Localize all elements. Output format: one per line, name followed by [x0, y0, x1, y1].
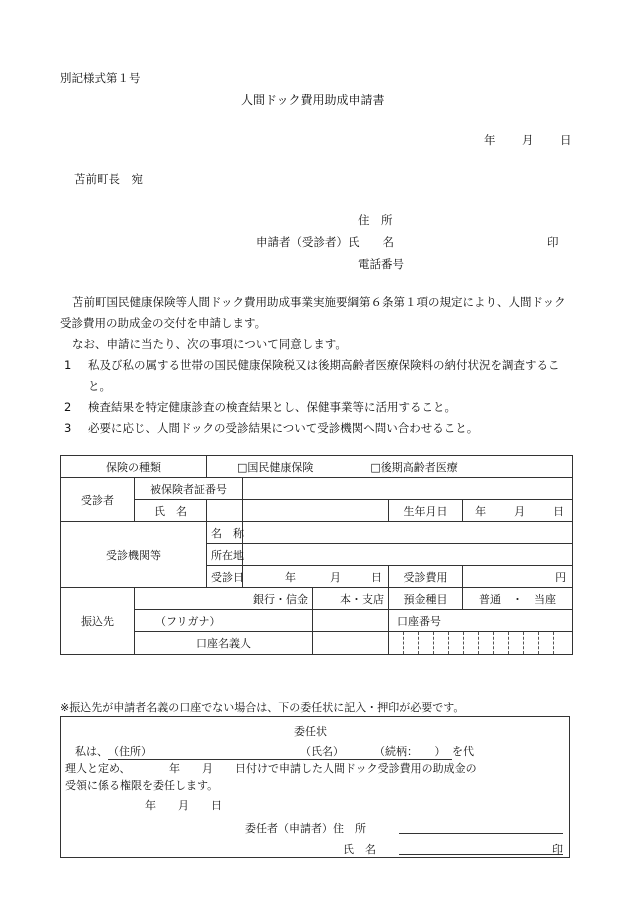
proxy-note: ※振込先が申請者名義の口座でない場合は、下の委任状に記入・押印が必要です。: [60, 701, 465, 714]
consent-item-num: 1: [64, 358, 72, 372]
delegator-address-field[interactable]: [399, 820, 563, 834]
consent-item-1: [60, 355, 575, 397]
exam-fee-field[interactable]: 円: [463, 566, 573, 588]
body-paragraph-2: なお、申請に当たり、次の事項について同意します。: [72, 337, 347, 351]
exam-date-field[interactable]: 年 月 日: [243, 566, 389, 588]
addressee: 苫前町長 宛: [74, 172, 143, 186]
page-title: 人間ドック費用助成申請書: [241, 93, 385, 107]
bank-name-field[interactable]: 銀行・信金: [135, 588, 313, 610]
insured-number-field[interactable]: [243, 478, 573, 500]
date-month: 月: [522, 133, 534, 147]
proxy-line-2: 理人と定め、 年 月 日付けで申請した人間ドック受診費用の助成金の: [65, 762, 477, 775]
account-type-label: 預金種目: [389, 588, 463, 610]
delegator-address-label: 委任者（申請者）住 所: [245, 822, 366, 835]
proxy-line-1: 私は、（住所） （氏名） （続柄： ） を代: [75, 745, 474, 758]
applicant-address-label: 住 所: [358, 213, 393, 227]
proxy-address-field[interactable]: （住所）: [108, 743, 240, 760]
institution-name-field[interactable]: [243, 522, 573, 544]
table-row: [61, 588, 573, 610]
birthdate-field[interactable]: 年 月 日: [463, 500, 573, 522]
proxy-line-3: 受領に係る権限を委任します。: [65, 779, 219, 792]
application-table: [60, 455, 573, 655]
account-holder-label: 口座名義人: [135, 632, 313, 655]
transfer-label: 振込先: [61, 588, 135, 655]
proxy-date: 年 月 日: [145, 799, 222, 812]
insured-number-label: 被保険者証番号: [135, 478, 243, 500]
birthdate-label: 生年月日: [389, 500, 463, 522]
account-number-label: 口座番号: [389, 610, 573, 632]
consent-item-3: [60, 418, 575, 439]
delegator-name-label: 氏 名: [343, 843, 376, 856]
insurance-checkbox-national[interactable]: □国民健康保険: [237, 460, 314, 474]
branch-field[interactable]: 本・支店: [313, 588, 389, 610]
consent-item-num: 2: [64, 400, 72, 414]
body-paragraph-1: 苫前町国民健康保険等人間ドック費用助成事業実施要綱第６条第１項の規定により、人間ドック受診費用の助成金の交付を申請します。: [60, 295, 566, 330]
insurance-options: [207, 456, 573, 478]
exam-date-label: 受診日: [207, 566, 243, 588]
date-day: 日: [560, 133, 572, 147]
applicant-name-label: 申請者（受診者）氏 名: [256, 235, 394, 249]
proxy-name-field[interactable]: （氏名）: [240, 743, 370, 760]
proxy-relation-field[interactable]: （続柄： ）: [370, 743, 452, 760]
applicant-phone-label: 電話番号: [358, 257, 404, 271]
furigana-field[interactable]: [313, 610, 389, 632]
institution-address-field[interactable]: [243, 544, 573, 566]
institution-name-label: 名 称: [207, 522, 243, 544]
form-number: 別記様式第１号: [60, 71, 141, 85]
examinee-name-field[interactable]: [243, 500, 389, 522]
insurance-type-label: 保険の種類: [61, 456, 207, 478]
account-number-boxes[interactable]: [389, 632, 573, 655]
consent-item-text: 私及び私の属する世帯の国民健康保険税又は後期高齢者医療保険料の納付状況を調査すること。: [88, 358, 560, 393]
consent-item-text: 検査結果を特定健康診査の検査結果とし、保健事業等に活用すること。: [88, 400, 456, 414]
institution-address-label: 所在地: [207, 544, 243, 566]
proxy-title: 委任状: [294, 725, 327, 738]
proxy-form: [60, 716, 570, 858]
examinee-label: 受診者: [61, 478, 135, 522]
date-year: 年: [484, 133, 496, 147]
table-row: [61, 500, 573, 522]
examinee-name-field-a[interactable]: [207, 500, 243, 522]
table-row: [61, 632, 573, 655]
delegator-seal: 印: [552, 843, 563, 856]
examinee-name-label: 氏 名: [135, 500, 207, 522]
applicant-seal: 印: [547, 235, 559, 249]
table-row: [61, 478, 573, 500]
exam-fee-label: 受診費用: [389, 566, 463, 588]
institution-label: 受診機関等: [61, 522, 207, 588]
insurance-checkbox-elderly[interactable]: □後期高齢者医療: [370, 460, 458, 474]
account-type-options[interactable]: 普通 ・ 当座: [463, 588, 573, 610]
table-row: [61, 610, 573, 632]
furigana-label: （フリガナ）: [135, 610, 313, 632]
account-holder-field[interactable]: [313, 632, 389, 655]
delegator-name-field[interactable]: [399, 841, 563, 855]
consent-item-text: 必要に応じ、人間ドックの受診結果について受診機関へ問い合わせること。: [88, 421, 479, 435]
consent-item-2: [60, 397, 575, 418]
consent-item-num: 3: [64, 421, 72, 435]
table-row: [61, 456, 573, 478]
table-row: [61, 522, 573, 544]
